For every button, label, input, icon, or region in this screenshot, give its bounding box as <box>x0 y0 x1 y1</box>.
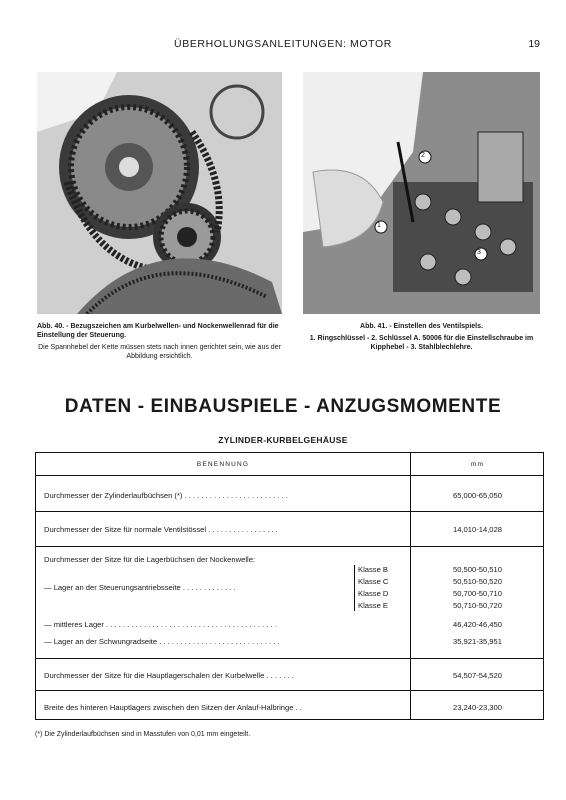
page-number: 19 <box>528 38 540 50</box>
figure-40-caption-title: Abb. 40. - Bezugszeichen am Kurbelwellen- und Nockenwellenrad für die Einstellung der Steuerung. <box>37 323 279 339</box>
callout-3: 3 <box>477 249 481 256</box>
divider <box>36 475 543 476</box>
klasse-label: Klasse B <box>358 565 388 574</box>
divider <box>36 658 543 659</box>
data-table <box>35 452 544 720</box>
table-row-label: — mittleres Lager . . . . . . . . . . . . . . . . . . . . . . . . . . . . . . . . . . . . . . . . . <box>44 620 277 629</box>
figure-40-photo <box>37 72 282 314</box>
figure-41-caption <box>303 322 540 352</box>
klasse-label: Klasse D <box>358 589 389 598</box>
section-title: DATEN - EINBAUSPIELE - ANZUGSMOMENTE <box>64 396 502 417</box>
divider <box>36 511 543 512</box>
table-row-value: 23,240-23,300 <box>453 703 502 712</box>
table-row-value: 50,710-50,720 <box>453 601 502 610</box>
divider <box>36 546 543 547</box>
header-mm: mm <box>470 461 485 468</box>
header-title: ÜBERHOLUNGSANLEITUNGEN: MOTOR <box>174 38 392 50</box>
table-row-value: 50,500-50,510 <box>453 565 502 574</box>
klasse-label: Klasse E <box>358 601 388 610</box>
footnote: (*) Die Zylinderlaufbüchsen sind in Masstufen von 0,01 mm eingeteilt. <box>35 731 251 738</box>
table-row-value: 50,510-50,520 <box>453 577 502 586</box>
figure-41-caption-legend: 1. Ringschlüssel - 2. Schlüssel A. 50006 für die Einstellschraube im Kipphebel - 3. Stahlblechlehre. <box>309 335 534 351</box>
table-row-value: 65,000-65,050 <box>453 491 502 500</box>
divider <box>36 690 543 691</box>
klasse-label: Klasse C <box>358 577 389 586</box>
table-row-value: 14,010-14,028 <box>453 525 502 534</box>
table-row-value: 54,507-54,520 <box>453 671 502 680</box>
timing-chain-illustration <box>37 72 282 314</box>
figure-40-caption <box>37 322 282 361</box>
table-row-label: — Lager an der Schwungradseite . . . . . . . . . . . . . . . . . . . . . . . . . . . . . <box>44 637 280 646</box>
table-row-label: Durchmesser der Sitze für normale Ventilstössel . . . . . . . . . . . . . . . . . <box>44 525 278 534</box>
table-row-value: 50,700-50,710 <box>453 589 502 598</box>
header-benennung: BENENNUNG <box>196 461 250 468</box>
figure-40-caption-note: Die Spannhebel der Kette müssen stets nach innen gerichtet sein, wie aus der Abbildung ersichtlich. <box>38 344 281 360</box>
running-header <box>0 38 566 54</box>
table-row-label: — Lager an der Steuerungsantriebsseite . . . . . . . . . . . . . <box>44 583 236 592</box>
callout-1: 1 <box>377 222 381 229</box>
table-title: ZYLINDER-KURBELGEHÄUSE <box>218 435 348 445</box>
figure-41-caption-title: Abb. 41. - Einstellen des Ventilspiels. <box>360 323 483 330</box>
table-row-label: Durchmesser der Zylinderlaufbüchsen (*) . . . . . . . . . . . . . . . . . . . . . . . . . <box>44 491 288 500</box>
callout-2: 2 <box>421 152 425 159</box>
figure-41-photo <box>303 72 540 314</box>
table-row-label: Durchmesser der Sitze für die Lagerbüchsen der Nockenwelle: <box>44 555 256 564</box>
table-row-label: Durchmesser der Sitze für die Hauptlagerschalen der Kurbelwelle . . . . . . . <box>44 671 294 680</box>
table-row-value: 46,420-46,450 <box>453 620 502 629</box>
table-row-value: 35,921-35,951 <box>453 637 502 646</box>
valve-adjustment-illustration <box>303 72 540 314</box>
table-row-label: Breite des hinteren Hauptlagers zwischen den Sitzen der Anlauf-Halbringe . . <box>44 703 302 712</box>
